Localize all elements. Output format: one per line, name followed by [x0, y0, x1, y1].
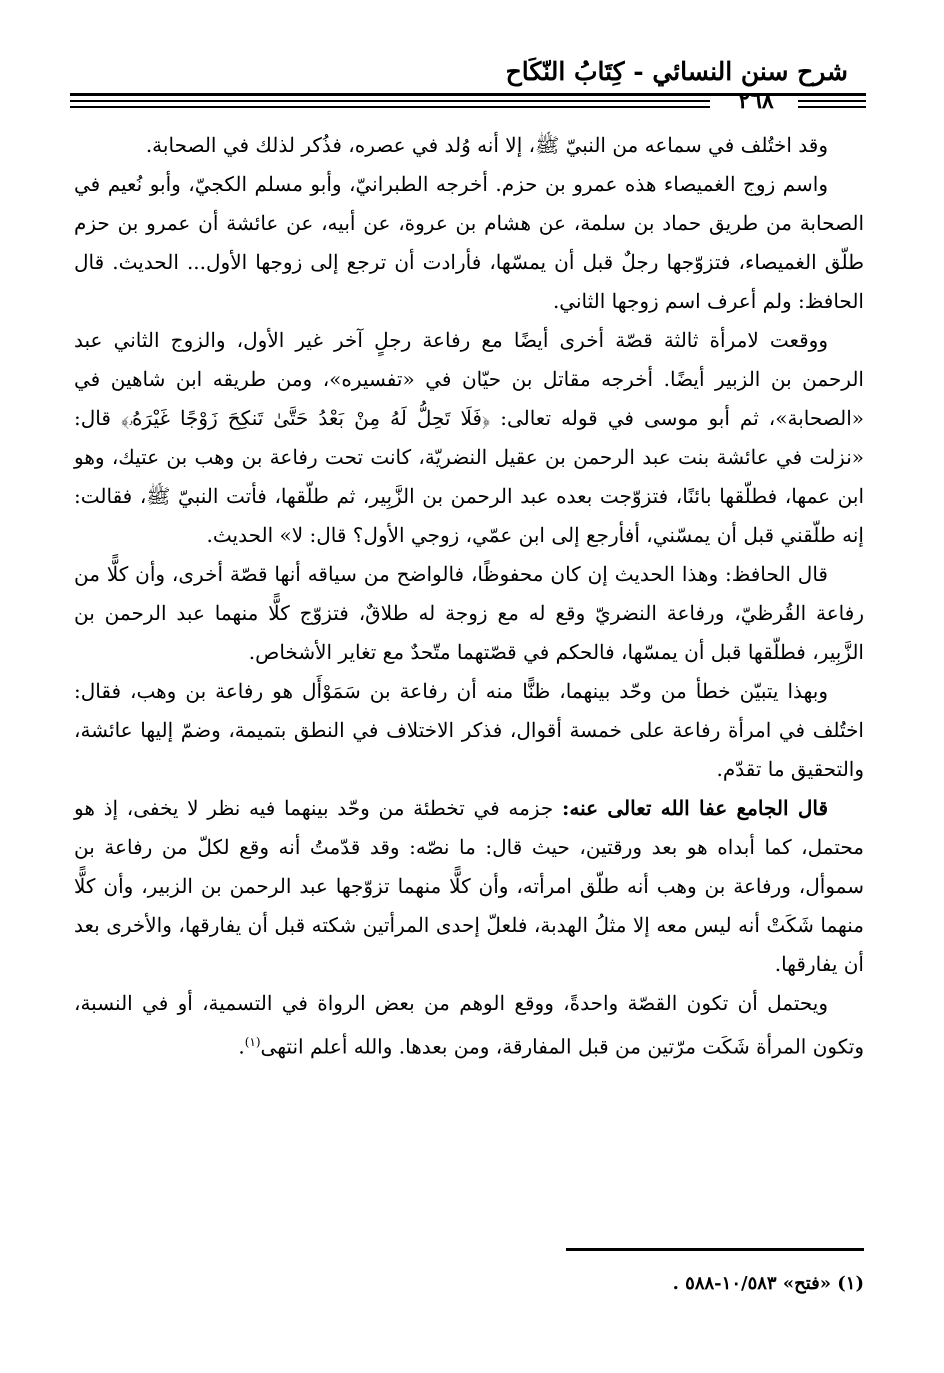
header-rule-right-1	[70, 100, 710, 102]
paragraph: وبهذا يتبيّن خطأ من وحّد بينهما، ظنًّا منه أن رفاعة بن سَمَوْأَل هو رفاعة بن وهب، فقال: اختُلف في امرأة رفاعة على خمسة أقوال، فذكر الاختلاف في النطق بتميمة، وضمّ إليها عائشة، والتحقيق ما تقدّم.	[74, 679, 864, 781]
running-title: شرح سنن النسائي - كِتَابُ النّكَاح	[505, 57, 848, 86]
header-rule-left-2	[798, 106, 866, 108]
paragraph-text: جزمه في تخطئة من وحّد بينهما فيه نظر لا يخفى، إذ هو محتمل، كما أبداه هو بعد ورقتين، حيث قال: ما نصّه: وقد قدّمتُ أنه وقع لكلّ من رفاعة بن سموأل، ورفاعة بن وهب أنه طلّق امرأته، وأن كلًّا منهما تزوّجها عبد الرحمن بن الزبير، وأن كلًّا منهما شَكَتْ أنه ليس معه إلا مثلُ الهدبة، فلعلّ إحدى المرأتين شكته قبل أن يفارقها، والأخرى بعد أن يفارقها.	[74, 796, 864, 976]
body-text	[74, 126, 864, 1067]
paragraph-text: ويحتمل أن تكون القصّة واحدةً، ووقع الوهم من بعض الرواة في التسمية، أو في النسبة، وتكون المرأة شَكَت مرّتين من قبل المفارقة، ومن بعدها. والله أعلم انتهى	[74, 991, 864, 1059]
paragraph: وقد اختُلف في سماعه من النبيّ ﷺ، إلا أنه وُلد في عصره، فذُكر لذلك في الصحابة.	[145, 133, 828, 157]
page-number: ٢٦٨	[738, 88, 774, 114]
paragraph: ووقعت لامرأة ثالثة قصّة أخرى أيضًا مع رفاعة رجلٍ آخر غير الأول، والزوج الثاني عبد الرحمن بن الزبير أيضًا. أخرجه مقاتل بن حيّان في «تفسيره»، ومن طريقه ابن شاهين في «الصحابة»، ثم أبو موسى في قوله تعالى: ﴿فَلَا تَحِلُّ لَهُ مِنْ بَعْدُ حَتَّىٰ تَنكِحَ زَوْجًا غَيْرَهُۥ﴾ قال: «نزلت في عائشة بنت عبد الرحمن بن عقيل النضريّة، كانت تحت رفاعة بن وهب بن عتيك، وهو ابن عمها، فطلّقها بائنًا، فتزوّجت بعده عبد الرحمن بن الزَّبِير، ثم طلّقها، فأتت النبيّ ﷺ، فقالت: إنه طلّقني قبل أن يمسّني، أفأرجع إلى ابن عمّي، زوجي الأول؟ قال: لا» الحديث.	[74, 328, 864, 547]
footnote-marker: (١)	[244, 1035, 261, 1049]
footnote-divider	[566, 1248, 864, 1251]
paragraph: ويحتمل أن تكون القصّة واحدةً، ووقع الوهم من بعض الرواة في التسمية، أو في النسبة، وتكون المرأة شَكَت مرّتين من قبل المفارقة، ومن بعدها. والله أعلم انتهى$^{(١)}$.	[74, 991, 864, 1059]
paragraph	[74, 789, 864, 984]
paragraph: واسم زوج الغميصاء هذه عمرو بن حزم. أخرجه الطبرانيّ، وأبو مسلم الكجيّ، وأبو نُعيم في الصحابة من طريق حماد بن سلمة، عن هشام بن عروة، عن أبيه، عن عائشة أن عمرو بن حزم طلّق الغميصاء، فتزوّجها رجلٌ قبل أن يمسّها، فأرادت أن ترجع إلى زوجها الأول... الحديث. قال الحافظ: ولم أعرف اسم زوجها الثاني.	[74, 172, 864, 313]
speaker-label: قال الجامع عفا الله تعالى عنه:	[561, 796, 829, 820]
footnote: (١) «فتح» ١٠/٥٨٣-٥٨٨ .	[672, 1273, 864, 1294]
header-rule-right-2	[70, 106, 710, 108]
paragraph: قال الحافظ: وهذا الحديث إن كان محفوظًا، فالواضح من سياقه أنها قصّة أخرى، وأن كلًّا من رفاعة القُرظيّ، ورفاعة النضريّ وقع له مع زوجة له طلاقٌ، فتزوّج كلًّا منهما عبد الرحمن بن الزَّبِير، فطلّقها قبل أن يمسّها، فالحكم في قصّتهما متّحدٌ مع تغاير الأشخاص.	[74, 562, 864, 664]
header-rule-left-1	[798, 100, 866, 102]
